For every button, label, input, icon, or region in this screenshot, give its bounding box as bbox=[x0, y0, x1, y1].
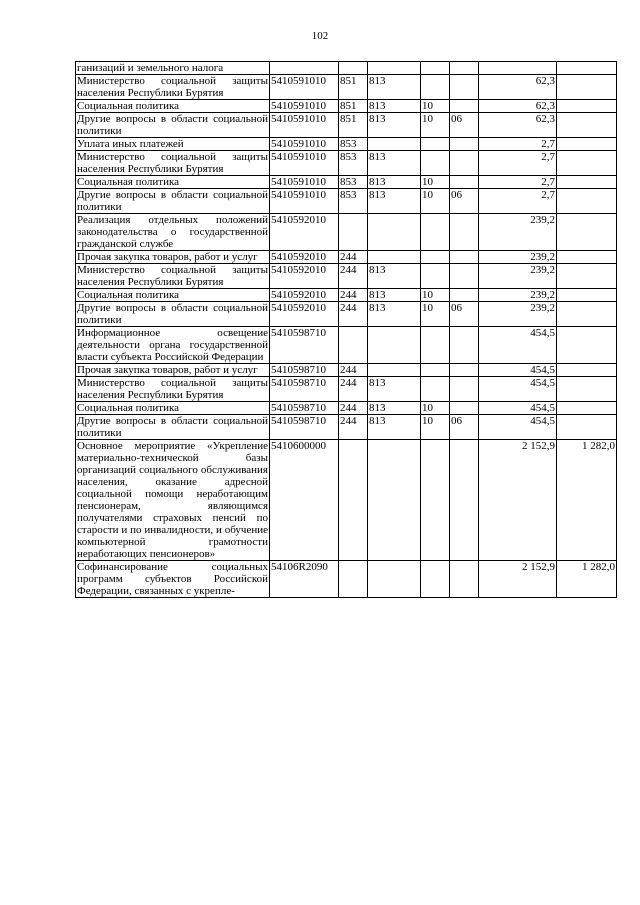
target-article-cell: 5410600000 bbox=[270, 440, 339, 561]
target-article-cell: 5410591010 bbox=[270, 75, 339, 100]
amount-cell: 62,3 bbox=[479, 113, 557, 138]
section-cell: 10 bbox=[421, 189, 450, 214]
row-name-cell: Социальная политика bbox=[76, 289, 270, 302]
section-cell bbox=[421, 214, 450, 251]
target-article-cell: 5410598710 bbox=[270, 415, 339, 440]
target-article-cell: 5410592010 bbox=[270, 264, 339, 289]
subsection-cell: 06 bbox=[450, 113, 479, 138]
section-cell bbox=[421, 561, 450, 598]
budget-table bbox=[75, 61, 617, 598]
ministry-code-cell: 813 bbox=[368, 302, 421, 327]
expense-type-cell: 244 bbox=[339, 289, 368, 302]
table-row bbox=[76, 75, 617, 100]
expense-type-cell: 853 bbox=[339, 138, 368, 151]
target-article-cell: 5410591010 bbox=[270, 151, 339, 176]
ministry-code-cell bbox=[368, 62, 421, 75]
amount-federal-cell bbox=[557, 264, 617, 289]
amount-federal-cell bbox=[557, 302, 617, 327]
ministry-code-cell bbox=[368, 214, 421, 251]
row-name-cell: Министерство социальной защиты населения Республики Бурятия bbox=[77, 151, 268, 175]
subsection-cell bbox=[450, 402, 479, 415]
amount-cell: 2,7 bbox=[479, 176, 557, 189]
row-name-cell: Софинансирование социальных программ субъектов Российской Федерации, связанных с укрепле- bbox=[77, 561, 268, 597]
section-cell bbox=[421, 138, 450, 151]
section-cell bbox=[421, 151, 450, 176]
subsection-cell bbox=[450, 251, 479, 264]
target-article-cell: 5410591010 bbox=[270, 176, 339, 189]
row-name-cell: Прочая закупка товаров, работ и услуг bbox=[76, 364, 270, 377]
subsection-cell bbox=[450, 100, 479, 113]
ministry-code-cell: 813 bbox=[368, 151, 421, 176]
subsection-cell bbox=[450, 561, 479, 598]
subsection-cell bbox=[450, 176, 479, 189]
section-cell: 10 bbox=[421, 302, 450, 327]
target-article-cell: 5410598710 bbox=[270, 402, 339, 415]
section-cell: 10 bbox=[421, 100, 450, 113]
table-row bbox=[76, 214, 617, 251]
amount-cell: 239,2 bbox=[479, 214, 557, 251]
subsection-cell bbox=[450, 75, 479, 100]
table-row bbox=[76, 302, 617, 327]
subsection-cell bbox=[450, 62, 479, 75]
amount-cell: 239,2 bbox=[479, 251, 557, 264]
ministry-code-cell bbox=[368, 327, 421, 364]
target-article-cell: 5410598710 bbox=[270, 327, 339, 364]
ministry-code-cell: 813 bbox=[368, 264, 421, 289]
expense-type-cell: 244 bbox=[339, 364, 368, 377]
expense-type-cell: 853 bbox=[339, 151, 368, 176]
table-row bbox=[76, 440, 617, 561]
target-article-cell: 5410592010 bbox=[270, 289, 339, 302]
target-article-cell: 5410592010 bbox=[270, 302, 339, 327]
target-article-cell: 5410591010 bbox=[270, 113, 339, 138]
subsection-cell bbox=[450, 440, 479, 561]
subsection-cell bbox=[450, 214, 479, 251]
amount-cell: 454,5 bbox=[479, 327, 557, 364]
ministry-code-cell bbox=[368, 251, 421, 264]
ministry-code-cell: 813 bbox=[368, 289, 421, 302]
target-article-cell: 5410592010 bbox=[270, 214, 339, 251]
target-article-cell: 54106R2090 bbox=[270, 561, 339, 598]
target-article-cell: 5410598710 bbox=[270, 377, 339, 402]
ministry-code-cell: 813 bbox=[368, 402, 421, 415]
row-name-cell: Социальная политика bbox=[76, 176, 270, 189]
expense-type-cell: 853 bbox=[339, 189, 368, 214]
amount-federal-cell bbox=[557, 364, 617, 377]
row-name-cell: Информационное освещение деятельности органа государственной власти субъекта Российской Федерации bbox=[77, 327, 268, 363]
expense-type-cell: 244 bbox=[339, 251, 368, 264]
expense-type-cell bbox=[339, 327, 368, 364]
section-cell bbox=[421, 440, 450, 561]
row-name-cell: Министерство социальной защиты населения Республики Бурятия bbox=[77, 75, 268, 99]
ministry-code-cell bbox=[368, 440, 421, 561]
row-name-cell: ганизаций и земельного налога bbox=[76, 62, 270, 75]
target-article-cell: 5410591010 bbox=[270, 100, 339, 113]
ministry-code-cell: 813 bbox=[368, 100, 421, 113]
expense-type-cell: 851 bbox=[339, 75, 368, 100]
amount-federal-cell bbox=[557, 251, 617, 264]
subsection-cell bbox=[450, 327, 479, 364]
row-name-cell: Социальная политика bbox=[76, 100, 270, 113]
row-name-cell: Реализация отдельных положений законодательства о государственной гражданской службе bbox=[77, 214, 268, 250]
expense-type-cell bbox=[339, 440, 368, 561]
table-row bbox=[76, 264, 617, 289]
subsection-cell bbox=[450, 138, 479, 151]
ministry-code-cell: 813 bbox=[368, 415, 421, 440]
section-cell: 10 bbox=[421, 289, 450, 302]
expense-type-cell bbox=[339, 561, 368, 598]
section-cell bbox=[421, 62, 450, 75]
amount-cell: 62,3 bbox=[479, 100, 557, 113]
amount-federal-cell bbox=[557, 402, 617, 415]
table-row bbox=[76, 415, 617, 440]
subsection-cell bbox=[450, 264, 479, 289]
amount-federal-cell bbox=[557, 113, 617, 138]
table-row bbox=[76, 189, 617, 214]
amount-federal-cell bbox=[557, 289, 617, 302]
amount-cell: 454,5 bbox=[479, 402, 557, 415]
section-cell bbox=[421, 377, 450, 402]
amount-federal-cell bbox=[557, 415, 617, 440]
section-cell: 10 bbox=[421, 176, 450, 189]
amount-cell: 2 152,9 bbox=[479, 440, 557, 561]
ministry-code-cell bbox=[368, 138, 421, 151]
section-cell bbox=[421, 327, 450, 364]
page-number: 102 bbox=[311, 30, 329, 42]
amount-federal-cell bbox=[557, 214, 617, 251]
row-name-cell: Другие вопросы в области социальной политики bbox=[77, 189, 268, 213]
subsection-cell bbox=[450, 364, 479, 377]
expense-type-cell: 851 bbox=[339, 113, 368, 138]
subsection-cell bbox=[450, 289, 479, 302]
table-row bbox=[76, 62, 617, 75]
expense-type-cell bbox=[339, 62, 368, 75]
table-row bbox=[76, 402, 617, 415]
amount-federal-cell: 1 282,0 bbox=[557, 440, 617, 561]
row-name-cell: Другие вопросы в области социальной политики bbox=[77, 415, 268, 439]
ministry-code-cell: 813 bbox=[368, 176, 421, 189]
ministry-code-cell: 813 bbox=[368, 75, 421, 100]
section-cell bbox=[421, 264, 450, 289]
amount-cell: 239,2 bbox=[479, 264, 557, 289]
section-cell: 10 bbox=[421, 113, 450, 138]
expense-type-cell: 853 bbox=[339, 176, 368, 189]
table-row bbox=[76, 364, 617, 377]
table-body bbox=[76, 62, 617, 598]
amount-federal-cell bbox=[557, 62, 617, 75]
row-name-cell: Другие вопросы в области социальной политики bbox=[77, 302, 268, 326]
amount-federal-cell: 1 282,0 bbox=[557, 561, 617, 598]
amount-cell: 62,3 bbox=[479, 75, 557, 100]
row-name-cell: Министерство социальной защиты населения Республики Бурятия bbox=[77, 264, 268, 288]
ministry-code-cell bbox=[368, 364, 421, 377]
expense-type-cell: 851 bbox=[339, 100, 368, 113]
target-article-cell bbox=[270, 62, 339, 75]
amount-federal-cell bbox=[557, 138, 617, 151]
expense-type-cell: 244 bbox=[339, 302, 368, 327]
amount-cell: 239,2 bbox=[479, 289, 557, 302]
table-row bbox=[76, 100, 617, 113]
target-article-cell: 5410592010 bbox=[270, 251, 339, 264]
subsection-cell bbox=[450, 377, 479, 402]
table-row bbox=[76, 561, 617, 598]
section-cell bbox=[421, 75, 450, 100]
table-row bbox=[76, 251, 617, 264]
expense-type-cell: 244 bbox=[339, 377, 368, 402]
table-row bbox=[76, 289, 617, 302]
expense-type-cell: 244 bbox=[339, 264, 368, 289]
amount-federal-cell bbox=[557, 151, 617, 176]
expense-type-cell: 244 bbox=[339, 402, 368, 415]
amount-cell bbox=[479, 62, 557, 75]
table-row bbox=[76, 377, 617, 402]
row-name-cell: Социальная политика bbox=[76, 402, 270, 415]
amount-cell: 2 152,9 bbox=[479, 561, 557, 598]
amount-cell: 2,7 bbox=[479, 189, 557, 214]
row-name-cell: Прочая закупка товаров, работ и услуг bbox=[76, 251, 270, 264]
section-cell bbox=[421, 251, 450, 264]
amount-cell: 454,5 bbox=[479, 364, 557, 377]
subsection-cell: 06 bbox=[450, 415, 479, 440]
subsection-cell: 06 bbox=[450, 302, 479, 327]
table-row bbox=[76, 138, 617, 151]
subsection-cell bbox=[450, 151, 479, 176]
amount-federal-cell bbox=[557, 100, 617, 113]
section-cell bbox=[421, 364, 450, 377]
target-article-cell: 5410591010 bbox=[270, 189, 339, 214]
table-row bbox=[76, 151, 617, 176]
ministry-code-cell: 813 bbox=[368, 189, 421, 214]
section-cell: 10 bbox=[421, 415, 450, 440]
target-article-cell: 5410598710 bbox=[270, 364, 339, 377]
table-row bbox=[76, 176, 617, 189]
table-row bbox=[76, 113, 617, 138]
row-name-cell: Министерство социальной защиты населения Республики Бурятия bbox=[77, 377, 268, 401]
section-cell: 10 bbox=[421, 402, 450, 415]
amount-federal-cell bbox=[557, 327, 617, 364]
row-name-cell: Основное мероприятие «Укрепление материально-технической базы организаций социального обслуживания населения, оказание адресной социальной помощи неработающим пенсионерам, являющимся получателями страховых пенсий по старости и по инвалидности, и обучение компьютерной грамотности неработающих пенсионеров» bbox=[77, 440, 268, 560]
amount-federal-cell bbox=[557, 176, 617, 189]
table-row bbox=[76, 327, 617, 364]
amount-federal-cell bbox=[557, 377, 617, 402]
amount-federal-cell bbox=[557, 75, 617, 100]
amount-cell: 2,7 bbox=[479, 138, 557, 151]
row-name-cell: Другие вопросы в области социальной политики bbox=[77, 113, 268, 137]
amount-cell: 2,7 bbox=[479, 151, 557, 176]
row-name-cell: Уплата иных платежей bbox=[76, 138, 270, 151]
expense-type-cell bbox=[339, 214, 368, 251]
ministry-code-cell: 813 bbox=[368, 377, 421, 402]
amount-federal-cell bbox=[557, 189, 617, 214]
target-article-cell: 5410591010 bbox=[270, 138, 339, 151]
expense-type-cell: 244 bbox=[339, 415, 368, 440]
amount-cell: 454,5 bbox=[479, 377, 557, 402]
ministry-code-cell: 813 bbox=[368, 113, 421, 138]
amount-cell: 454,5 bbox=[479, 415, 557, 440]
ministry-code-cell bbox=[368, 561, 421, 598]
amount-cell: 239,2 bbox=[479, 302, 557, 327]
subsection-cell: 06 bbox=[450, 189, 479, 214]
